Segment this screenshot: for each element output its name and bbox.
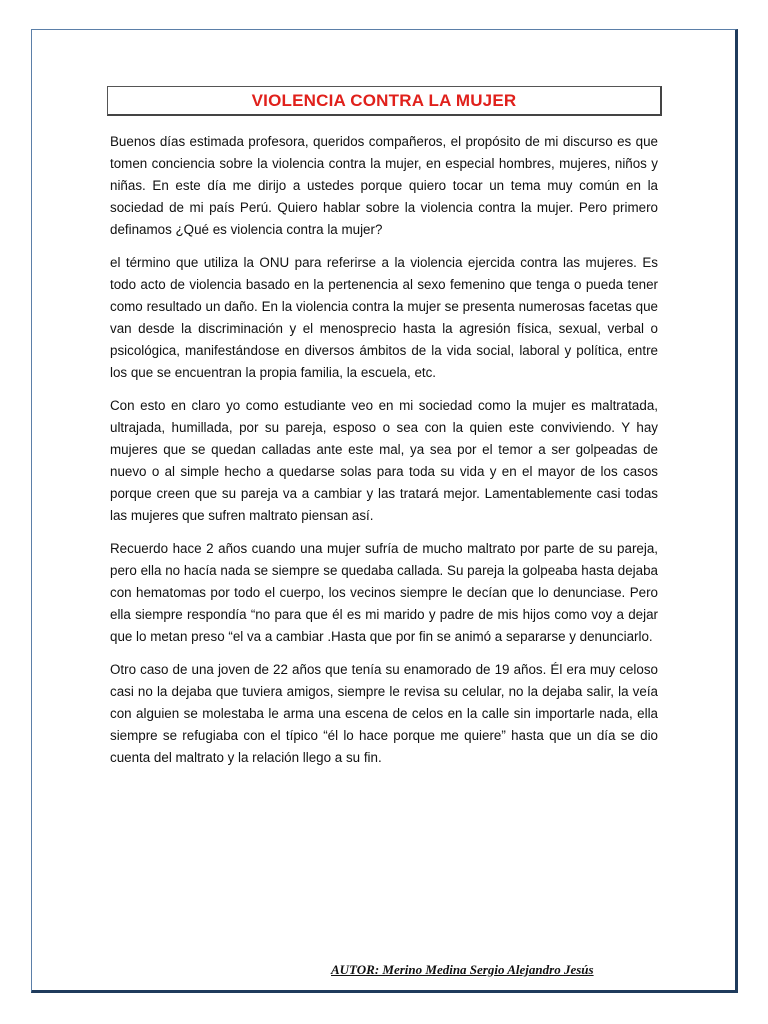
document-title: VIOLENCIA CONTRA LA MUJER [251, 91, 517, 110]
title-box [107, 86, 662, 116]
paragraph-observation: Con esto en claro yo como estudiante veo en mi sociedad como la mujer es maltratada, ultrajada, humillada, por su pareja, esposo o sea con la quien este conviviendo. Y hay mujeres que se quedan calladas ante este mal, ya sea por el temor a ser golpeadas de nuevo o al simple hecho a quedarse solas para toda su vida y en el mayor de los casos porque creen que su pareja va a cambiar y las tratará mejor. Lamentablemente casi todas las mujeres que sufren maltrato piensan así. [110, 398, 658, 523]
paragraph-intro: Buenos días estimada profesora, queridos compañeros, el propósito de mi discurso es que tomen conciencia sobre la violencia contra la mujer, en especial hombres, mujeres, niños y niñas. En este día me dirijo a ustedes porque quiero tocar un tema muy común en la sociedad de mi país Perú. Quiero hablar sobre la violencia contra la mujer. Pero primero definamos ¿Qué es violencia contra la mujer? [110, 134, 658, 237]
paragraph-case-one: Recuerdo hace 2 años cuando una mujer sufría de mucho maltrato por parte de su pareja, pero ella no hacía nada se siempre se quedaba callada. Su pareja la golpeaba hasta dejaba con hematomas por todo el cuerpo, los vecinos siempre le decían que lo denunciase. Pero ella siempre respondía “no para que él es mi marido y padre de mis hijos como voy a dejar que lo metan preso “el va a cambiar .Hasta que por fin se animó a separarse y denunciarlo. [110, 541, 658, 644]
paragraph-case-two: Otro caso de una joven de 22 años que tenía su enamorado de 19 años. Él era muy celoso casi no la dejaba que tuviera amigos, siempre le revisa su celular, no la dejaba salir, la veía con alguien se molestaba le arma una escena de celos en la calle sin importarle nada, ella siempre se refugiaba con el típico “él lo hace porque me quiere” hasta que un día se dio cuenta del maltrato y la relación llego a su fin. [110, 662, 658, 765]
author-signature: AUTOR: Merino Medina Sergio Alejandro Jesús [331, 962, 594, 977]
paragraph-definition: el término que utiliza la ONU para referirse a la violencia ejercida contra las mujeres. Es todo acto de violencia basado en la pertenencia al sexo femenino que tenga o pueda tener como resultado un daño. En la violencia contra la mujer se presenta numerosas facetas que van desde la discriminación y el menosprecio hasta la agresión física, sexual, verbal o psicológica, manifestándose en diversos ámbitos de la vida social, laboral y política, entre los que se encuentran la propia familia, la escuela, etc. [110, 255, 658, 380]
document-body [110, 131, 658, 780]
